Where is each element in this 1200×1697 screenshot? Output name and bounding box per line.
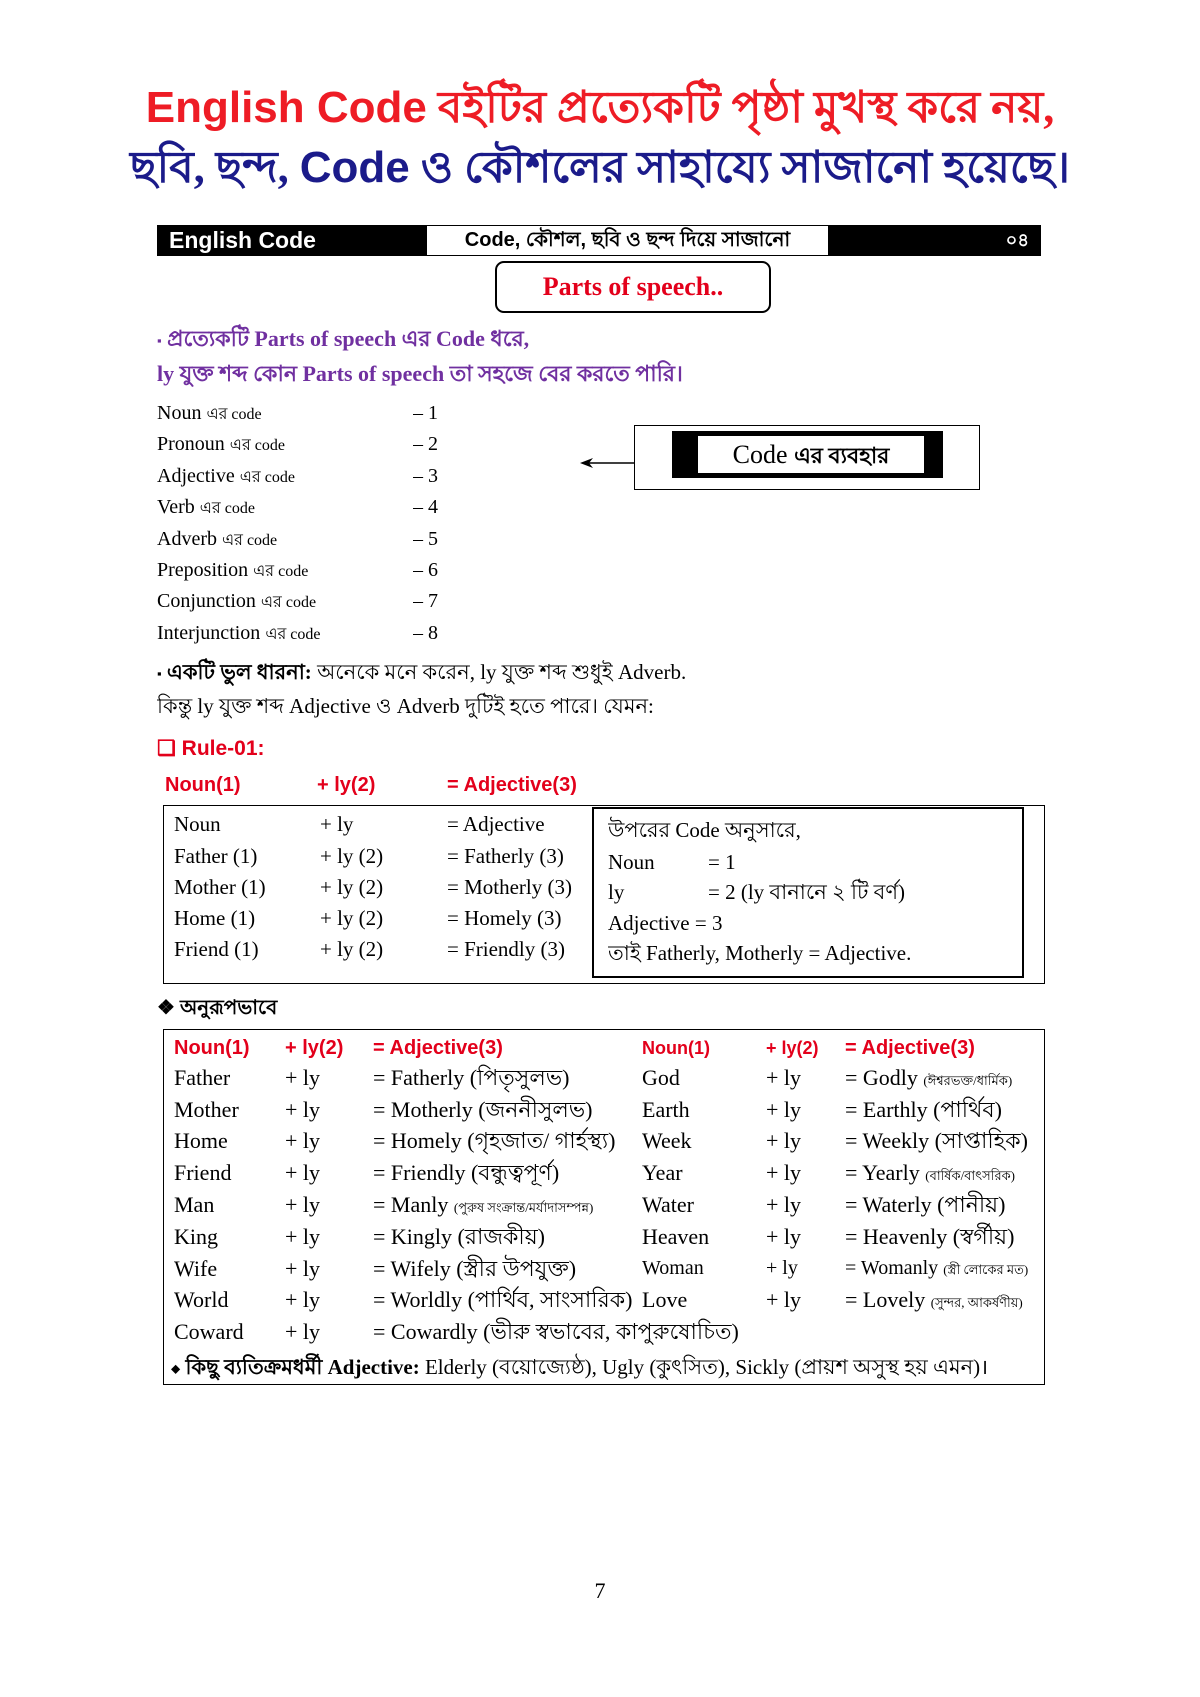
adjective-word: = Worldly (373, 1287, 463, 1312)
adjective-meaning: (রাজকীয়) (457, 1224, 545, 1249)
section-title: Parts of speech.. (495, 261, 771, 313)
page-headline-line-2 (40, 138, 1160, 198)
code-row (157, 555, 402, 585)
code-row (157, 586, 402, 616)
similar-header-noun-right: Noun(1) (642, 1038, 710, 1058)
suffix-ly: + ly (766, 1257, 798, 1279)
part-of-speech: Adverb (157, 528, 217, 550)
rule-cell-ly: + ly (2) (320, 937, 384, 961)
base-word: Home (174, 1128, 228, 1153)
code-suffix: এর code (206, 406, 262, 423)
adjective-meaning: (গৃহজাত/ গার্হস্থ্য) (467, 1128, 616, 1153)
code-row (157, 461, 402, 491)
code-row (157, 492, 402, 522)
rule-cell-word: Noun (174, 812, 221, 836)
derived-adjective (845, 1221, 1041, 1252)
suffix-ly: + ly (766, 1128, 802, 1153)
code-row (157, 429, 402, 459)
misconception-line-1 (157, 656, 1057, 688)
code-value: – 7 (413, 590, 438, 612)
derived-adjective (373, 1189, 635, 1220)
intro-line-1-text: প্রত্যেকটি Parts of speech এর Code ধরে, (167, 326, 530, 351)
derived-adjective (845, 1094, 1041, 1125)
code-row (157, 524, 402, 554)
adjective-meaning: (স্বর্গীয়) (952, 1224, 1015, 1249)
explanation-noun-value: = 1 (708, 850, 736, 874)
rule-heading (157, 734, 457, 764)
code-usage-label (698, 436, 924, 473)
suffix-ly: + ly (285, 1065, 321, 1090)
base-word: Man (174, 1192, 215, 1217)
rule-header-ly: + ly(2) (317, 774, 376, 796)
adjective-meaning: (স্ত্রী লোকের মত) (943, 1262, 1029, 1277)
suffix-ly: + ly (766, 1224, 802, 1249)
code-row (157, 618, 402, 648)
derived-adjective (845, 1284, 1041, 1315)
code-suffix: এর code (229, 437, 285, 454)
suffix-ly: + ly (285, 1097, 321, 1122)
explanation-noun-label: Noun (608, 850, 655, 874)
derived-adjective (373, 1125, 635, 1156)
code-value: – 1 (413, 402, 438, 424)
base-word: Father (174, 1065, 231, 1090)
similar-header-noun: Noun(1) (174, 1037, 250, 1059)
part-of-speech: Interjunction (157, 622, 261, 644)
rule-cell-result: = Motherly (3) (447, 875, 572, 899)
headline-code-word: Code (299, 143, 410, 192)
headline-text-end: ও কৌশলের সাহায্যে সাজানো হয়েছে। (420, 143, 1070, 192)
bullet-icon: ▪ (157, 666, 162, 682)
code-value: – 8 (413, 622, 438, 644)
derived-adjective (373, 1284, 635, 1315)
rule-cell-word: Father (1) (174, 844, 258, 868)
similar-header-ly: + ly(2) (285, 1037, 344, 1059)
derived-adjective (845, 1253, 1041, 1284)
rule-header-noun: Noun(1) (165, 774, 241, 796)
adjective-word: = Weekly (845, 1128, 930, 1153)
code-usage-frame (672, 431, 943, 478)
similar-row (164, 1157, 1044, 1188)
base-word: Woman (642, 1257, 704, 1279)
running-header-page-number: ০৪ (1005, 230, 1029, 250)
suffix-ly: + ly (285, 1192, 321, 1217)
rule-cell-ly: + ly (2) (320, 875, 384, 899)
adjective-meaning: (জননীসুলভ) (478, 1097, 593, 1122)
code-value: – 2 (413, 433, 438, 455)
exceptions-line (171, 1352, 1037, 1383)
headline-text-start: ছবি, ছন্দ, (130, 143, 289, 192)
rule-heading-text: Rule-01: (181, 737, 265, 760)
part-of-speech: Noun (157, 402, 202, 424)
rule-cell-ly: + ly (2) (320, 844, 384, 868)
adjective-meaning: (ঈশ্বরভক্ত/ধার্মিক) (923, 1073, 1013, 1088)
derived-adjective (845, 1189, 1041, 1220)
explanation-ly-value: = 2 (ly বানানে ২ টি বর্ণ) (708, 880, 906, 904)
code-value: – 4 (413, 496, 438, 518)
part-of-speech: Conjunction (157, 590, 256, 612)
misconception-text: অনেকে মনে করেন, ly যুক্ত শব্দ শুধুই Adverb. (317, 660, 687, 684)
rule-cell-ly: + ly (320, 812, 354, 836)
explanation-adjective: Adjective = 3 (608, 911, 723, 935)
suffix-ly: + ly (285, 1160, 321, 1185)
running-header-book-title: English Code (169, 227, 316, 253)
exceptions-label: কিছু ব্যতিক্রমধর্মী Adjective: (185, 1355, 420, 1379)
similar-header-adjective: = Adjective(3) (373, 1037, 503, 1059)
base-word: Wife (174, 1256, 218, 1281)
similar-row (164, 1062, 1044, 1093)
code-suffix: এর code (253, 563, 309, 580)
checkbox-square-icon: ❑ (157, 737, 176, 760)
rule-cell-word: Home (1) (174, 906, 256, 930)
page-headline-line-1 (40, 78, 1160, 138)
adjective-word: = Yearly (845, 1160, 920, 1185)
base-word: Week (642, 1128, 692, 1153)
similar-row (164, 1221, 1044, 1252)
suffix-ly: + ly (766, 1192, 802, 1217)
part-of-speech: Verb (157, 496, 195, 518)
adjective-word: = Homely (373, 1128, 462, 1153)
derived-adjective (845, 1062, 1041, 1093)
similar-row (164, 1094, 1044, 1125)
derived-adjective (373, 1253, 635, 1284)
code-usage-text: এর ব্যবহার (794, 443, 890, 468)
similar-row (164, 1189, 1044, 1220)
adjective-meaning: (সাপ্তাহিক) (934, 1128, 1028, 1153)
adjective-word: = Fatherly (373, 1065, 465, 1090)
suffix-ly: + ly (285, 1287, 321, 1312)
rule-cell-result: = Homely (3) (447, 906, 562, 930)
code-value: – 6 (413, 559, 438, 581)
adjective-meaning: (পানীয়) (937, 1192, 1006, 1217)
adjective-word: = Earthly (845, 1097, 928, 1122)
base-word: Love (642, 1287, 688, 1312)
base-word: Year (642, 1160, 683, 1185)
part-of-speech: Adjective (157, 465, 235, 487)
adjective-meaning: (পুরুষ সংক্রান্ত/মর্যাদাসম্পন্ন) (453, 1200, 594, 1215)
page-number: 7 (594, 1578, 606, 1603)
base-word: God (642, 1065, 680, 1090)
adjective-word: = Manly (373, 1192, 449, 1217)
part-of-speech: Pronoun (157, 433, 225, 455)
adjective-meaning: (বন্ধুত্বপূর্ণ) (470, 1160, 560, 1185)
part-of-speech: Preposition (157, 559, 249, 581)
code-usage-code-word: Code (732, 440, 788, 469)
code-suffix: এর code (221, 532, 278, 549)
code-suffix: এর code (260, 594, 317, 611)
suffix-ly: + ly (285, 1256, 321, 1281)
base-word: Friend (174, 1160, 232, 1185)
similar-row (164, 1284, 1044, 1315)
suffix-ly: + ly (285, 1319, 321, 1344)
rule-cell-word: Mother (1) (174, 875, 266, 899)
exceptions-text: Elderly (বয়োজ্যেষ্ঠ), Ugly (কুৎসিত), Sickly (প্রায়শ অসুস্থ হয় এমন)। (424, 1355, 989, 1379)
suffix-ly: + ly (285, 1128, 321, 1153)
explanation-intro: উপরের Code অনুসারে, (608, 818, 801, 842)
suffix-ly: + ly (766, 1160, 802, 1185)
base-word: Heaven (642, 1224, 710, 1249)
rule-header-adjective: = Adjective(3) (447, 774, 577, 796)
adjective-word: = Lovely (845, 1287, 926, 1312)
suffix-ly: + ly (285, 1224, 321, 1249)
derived-adjective (373, 1221, 635, 1252)
similar-heading-text: অনুরূপভাবে (179, 997, 278, 1019)
adjective-meaning: (পিতৃসুলভ) (469, 1065, 570, 1090)
suffix-ly: + ly (766, 1097, 802, 1122)
base-word: World (174, 1287, 229, 1312)
misconception-line-2: কিন্তু ly যুক্ত শব্দ Adjective ও Adverb দুটিই হতে পারে। যেমন: (157, 694, 654, 718)
similar-heading (157, 993, 457, 1023)
base-word: Mother (174, 1097, 239, 1122)
adjective-meaning: (ভীরু স্বভাবের, কাপুরুষোচিত) (483, 1319, 739, 1344)
adjective-word: = Kingly (373, 1224, 453, 1249)
derived-adjective (373, 1316, 833, 1347)
code-suffix: এর code (265, 626, 321, 643)
explanation-ly-label: ly (608, 880, 625, 904)
adjective-meaning: (স্ত্রীর উপযুক্ত) (456, 1256, 577, 1281)
code-row (157, 398, 402, 428)
base-word: Earth (642, 1097, 690, 1122)
diamond-bullet-icon: ◆ (171, 1361, 181, 1376)
rule-explanation-box (592, 807, 1024, 978)
adjective-meaning: (বার্ষিক/বাৎসরিক) (925, 1168, 1016, 1183)
derived-adjective (845, 1125, 1041, 1156)
adjective-meaning: (পার্থিব) (933, 1097, 1002, 1122)
adjective-word: = Cowardly (373, 1319, 478, 1344)
adjective-word: = Friendly (373, 1160, 466, 1185)
adjective-word: = Godly (845, 1065, 918, 1090)
explanation-conclusion: তাই Fatherly, Motherly = Adjective. (608, 941, 912, 965)
adjective-word: = Motherly (373, 1097, 473, 1122)
diamond-ornament-icon: ❖ (157, 997, 175, 1019)
similar-table (163, 1029, 1045, 1385)
similar-header-adjective-right: = Adjective(3) (845, 1037, 975, 1059)
adjective-meaning: (সুন্দর, আকর্ষণীয়) (930, 1295, 1023, 1310)
bullet-icon: ▪ (157, 332, 162, 348)
rule-table (163, 805, 1045, 984)
rule-cell-word: Friend (1) (174, 937, 259, 961)
rule-cell-result: = Friendly (3) (447, 937, 565, 961)
adjective-word: = Heavenly (845, 1224, 948, 1249)
code-suffix: এর code (239, 469, 295, 486)
derived-adjective (373, 1062, 635, 1093)
misconception-label: একটি ভুল ধারনা: (166, 660, 312, 684)
suffix-ly: + ly (766, 1287, 802, 1312)
headline-text: বইটির প্রত্যেকটি পৃষ্ঠা মুখস্থ করে নয়, (437, 83, 1055, 132)
derived-adjective (373, 1094, 635, 1125)
similar-row (164, 1125, 1044, 1156)
code-value: – 5 (413, 528, 438, 550)
code-suffix: এর code (199, 500, 255, 517)
headline-brand: English Code (145, 83, 427, 132)
adjective-meaning: (পার্থিব, সাংসারিক) (467, 1287, 633, 1312)
code-value: – 3 (413, 465, 438, 487)
running-header-tagline: Code, কৌশল, ছবি ও ছন্দ দিয়ে সাজানো (426, 225, 829, 256)
rule-cell-ly: + ly (2) (320, 906, 384, 930)
suffix-ly: + ly (766, 1065, 802, 1090)
left-arrow-icon (580, 454, 636, 472)
intro-line-1 (157, 323, 1057, 355)
running-header-bar (157, 225, 1041, 256)
adjective-word: = Wifely (373, 1256, 451, 1281)
base-word: King (174, 1224, 218, 1249)
derived-adjective (373, 1157, 635, 1188)
rule-cell-result: = Fatherly (3) (447, 844, 564, 868)
intro-line-2: ly যুক্ত শব্দ কোন Parts of speech তা সহজে বের করতে পারি। (157, 361, 683, 386)
derived-adjective (845, 1157, 1041, 1188)
similar-row (164, 1316, 1044, 1347)
similar-row (164, 1253, 1044, 1284)
code-usage-box (634, 425, 980, 490)
rule-cell-result: = Adjective (447, 812, 545, 836)
adjective-word: = Womanly (845, 1257, 939, 1279)
similar-header-ly-right: + ly(2) (766, 1038, 819, 1058)
base-word: Coward (174, 1319, 244, 1344)
adjective-word: = Waterly (845, 1192, 932, 1217)
base-word: Water (642, 1192, 694, 1217)
